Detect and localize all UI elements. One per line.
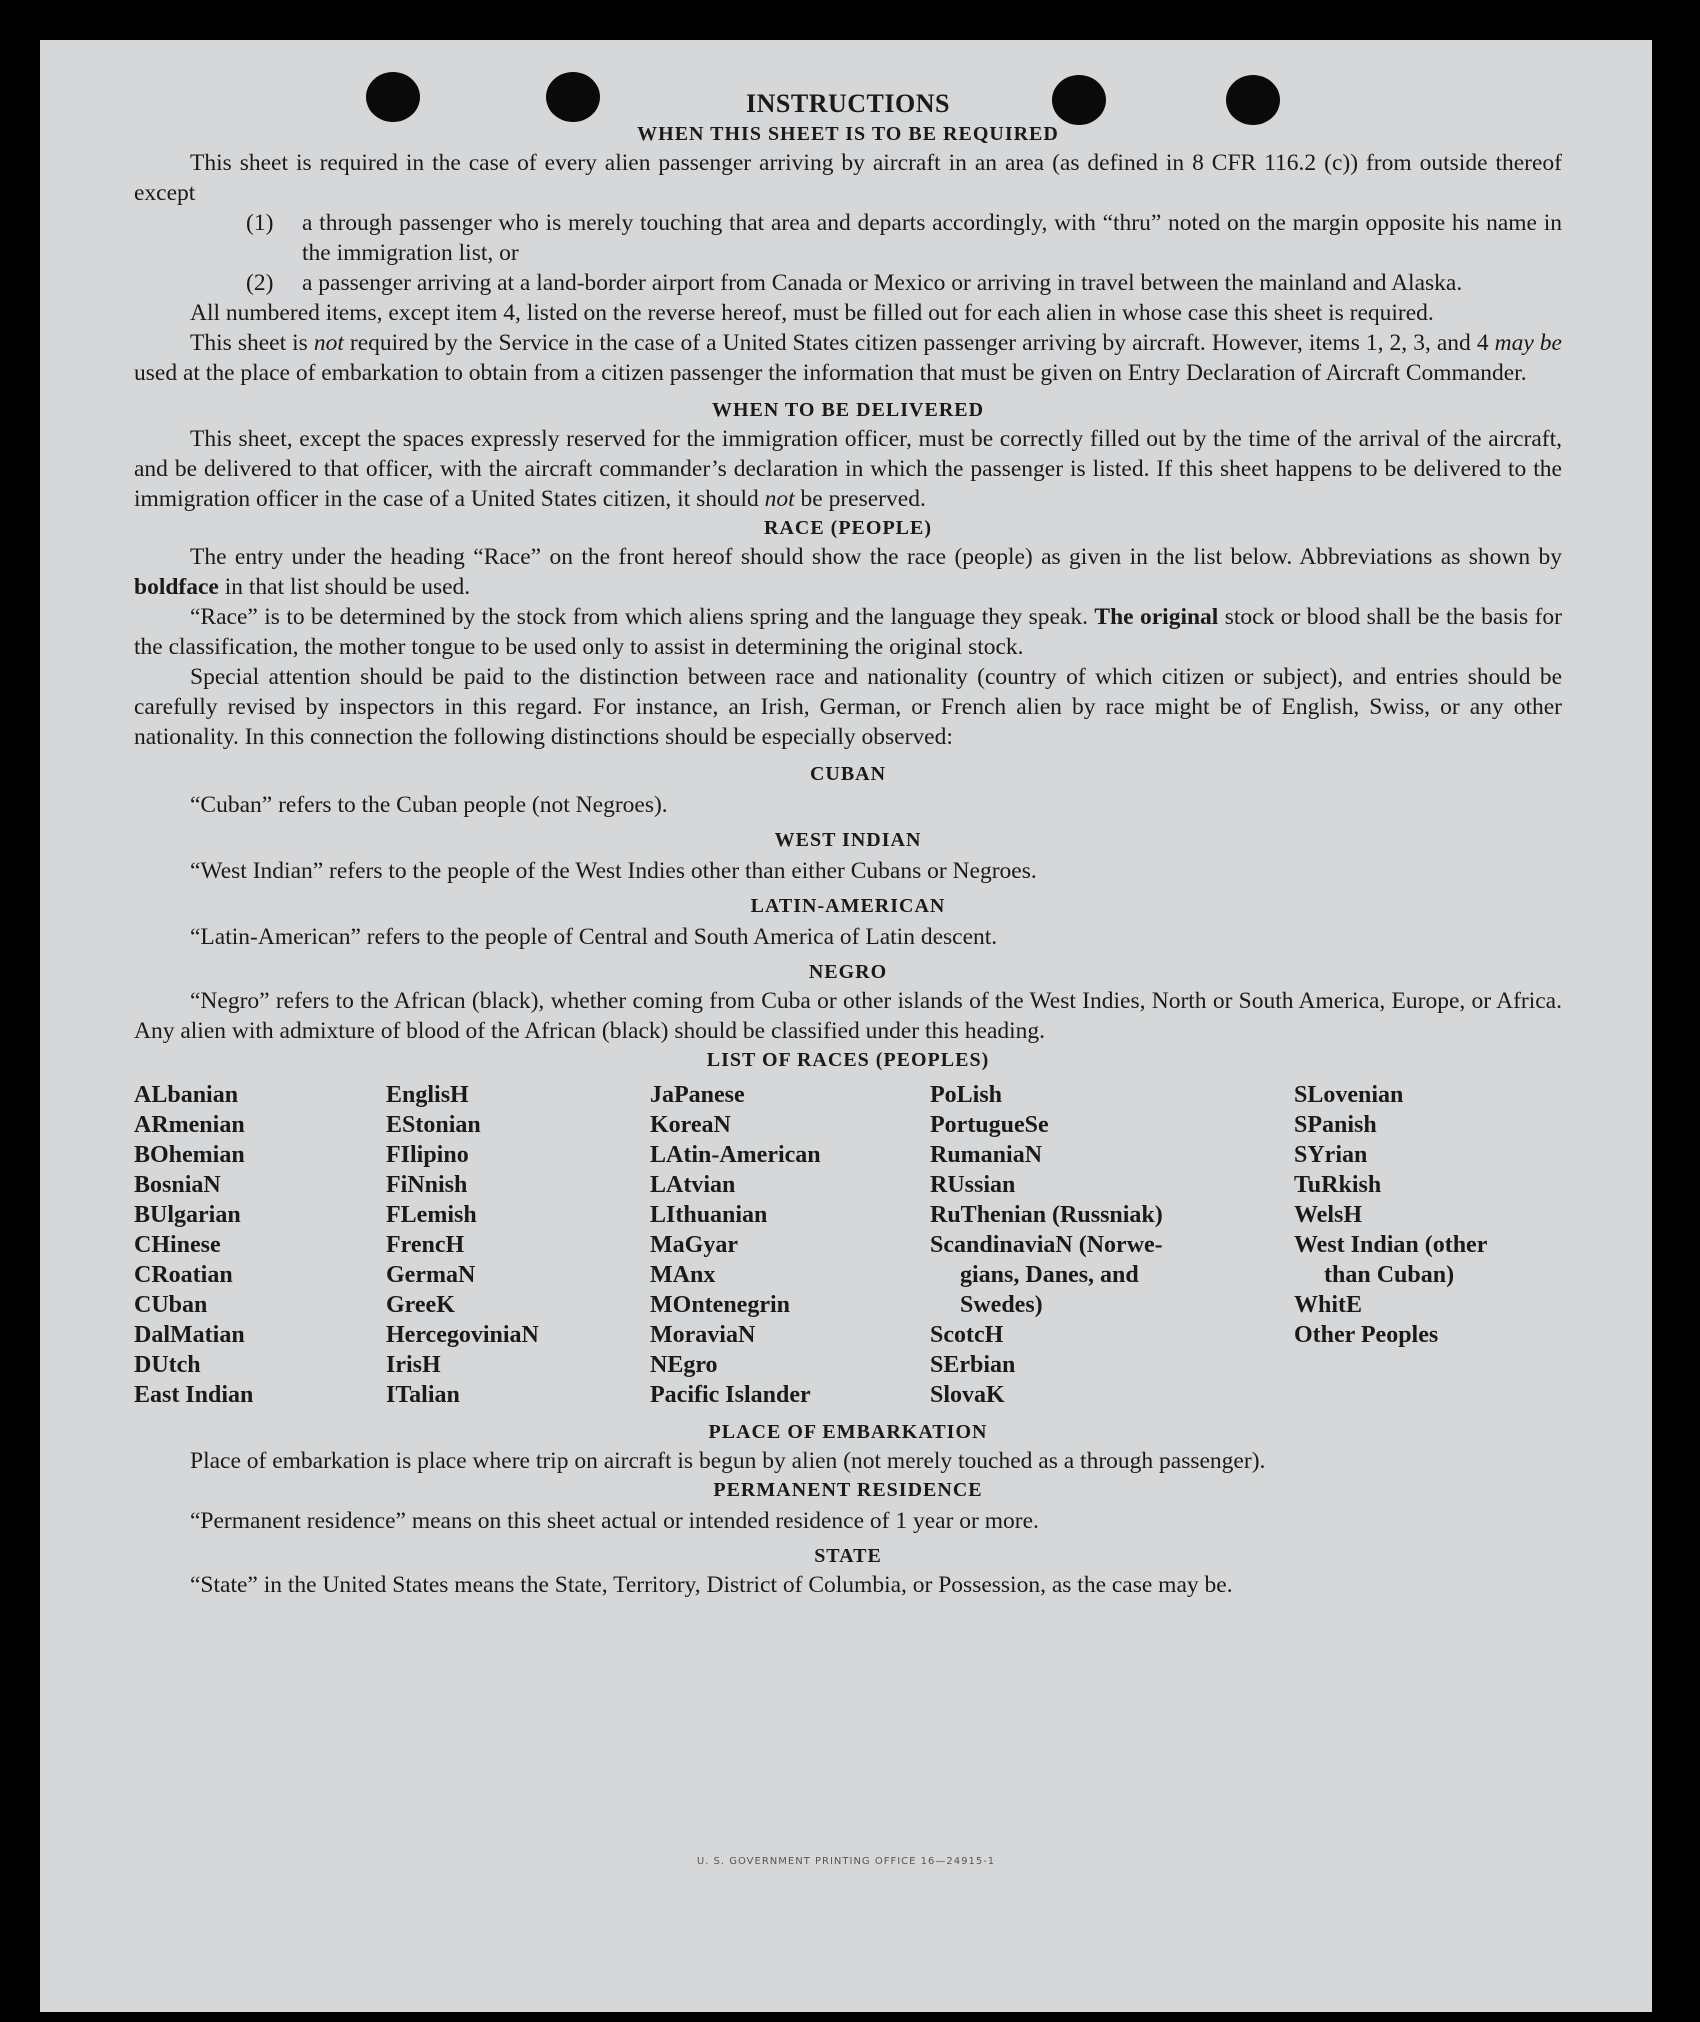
heading-list-of-races: LIST OF RACES (PEOPLES): [706, 1049, 990, 1071]
race-item: LAtvian: [650, 1172, 736, 1198]
race-item: RUssian: [930, 1172, 1016, 1198]
paragraph-cuban: “Cuban” refers to the Cuban people (not Negroes).: [190, 792, 668, 818]
race-item: MAnx: [650, 1262, 716, 1288]
paragraph-required: This sheet is required in the case of every alien passenger arriving by aircraft in an area (as defined in 8 CFR 116.2 (c)) from outside thereof except: [134, 150, 1562, 206]
race-item: GreeK: [386, 1292, 455, 1318]
paragraph-residence: “Permanent residence” means on this sheet actual or intended residence of 1 year or more.: [190, 1508, 1039, 1534]
race-item: RumaniaN: [930, 1142, 1043, 1168]
race-item: SlovaK: [930, 1382, 1005, 1408]
document-sheet: [40, 40, 1652, 2012]
race-item: MaGyar: [650, 1232, 738, 1258]
exception-text: a passenger arriving at a land-border airport from Canada or Mexico or arriving in travel between the mainland and Alaska.: [302, 270, 1463, 296]
race-item: TuRkish: [1294, 1172, 1382, 1198]
emphasis-not: not: [764, 486, 795, 512]
heading-latin-american: LATIN-AMERICAN: [750, 895, 946, 917]
race-item: FrencH: [386, 1232, 465, 1258]
race-item: ITalian: [386, 1382, 460, 1408]
text: required by the Service in the case of a United States citizen passenger arriving by aircraft. However, items 1, 2, 3, and 4: [343, 330, 1495, 356]
race-item: KoreaN: [650, 1112, 731, 1138]
bold-boldface: boldface: [134, 574, 219, 600]
race-item: PoLish: [930, 1082, 1003, 1108]
exception-number: (1): [246, 210, 274, 236]
document-body: [134, 88, 1562, 1600]
races-column-5: [1294, 1080, 1562, 1410]
text: This sheet is: [190, 330, 314, 356]
races-column-2: [386, 1080, 650, 1410]
race-item: Other Peoples: [1294, 1322, 1439, 1348]
race-line: than Cuban): [1324, 1262, 1455, 1288]
race-item: ARmenian: [134, 1112, 245, 1138]
race-item: BUlgarian: [134, 1202, 241, 1228]
races-column-3: [650, 1080, 930, 1410]
race-item: LIthuanian: [650, 1202, 768, 1228]
text: be preserved.: [794, 486, 926, 512]
heading-cuban: CUBAN: [809, 763, 887, 785]
exception-text: a through passenger who is merely touching that area and departs accordingly, with “thru” noted on the margin opposite his name in the immigration list, or: [302, 210, 1562, 266]
race-item: SYrian: [1294, 1142, 1368, 1168]
emphasis-may-be: may be: [1494, 330, 1562, 356]
paragraph-delivered: [134, 424, 1562, 514]
race-item: LAtin-American: [650, 1142, 821, 1168]
exception-item-1: [134, 208, 1562, 268]
race-item: BOhemian: [134, 1142, 245, 1168]
race-item: SLovenian: [1294, 1082, 1404, 1108]
text: This sheet, except the spaces expressly reserved for the immigration officer, must be correctly filled out by the time of the arrival of the aircraft, and be delivered to that officer, with the aircraft commander’s declaration in which the passenger is listed. If this sheet happens to be delivered to the immigration officer in the case of a United States citizen, it should: [134, 426, 1562, 512]
paragraph-negro: “Negro” refers to the African (black), whether coming from Cuba or other islands of the West Indies, North or South America, Europe, or Africa. Any alien with admixture of blood of the African (black) should be classified under this heading.: [134, 988, 1562, 1044]
race-line: West Indian (other: [1294, 1232, 1488, 1258]
exception-number: (2): [246, 270, 274, 296]
heading-when-required: WHEN THIS SHEET IS TO BE REQUIRED: [637, 123, 1059, 145]
heading-negro: NEGRO: [808, 961, 888, 983]
race-item: GermaN: [386, 1262, 476, 1288]
race-item: FLemish: [386, 1202, 477, 1228]
race-item: Pacific Islander: [650, 1382, 811, 1408]
heading-state: STATE: [814, 1545, 882, 1567]
heading-race: RACE (PEOPLE): [764, 517, 932, 539]
paragraph-numbered-items: All numbered items, except item 4, listed on the reverse hereof, must be filled out for each alien in whose case this sheet is required.: [190, 300, 1434, 326]
race-item: SErbian: [930, 1352, 1016, 1378]
race-item: JaPanese: [650, 1082, 745, 1108]
paragraph-race-definition: [134, 602, 1562, 662]
race-item: IrisH: [386, 1352, 441, 1378]
race-item: DUtch: [134, 1352, 201, 1378]
text: “Race” is to be determined by the stock from which aliens spring and the language they speak.: [190, 604, 1095, 630]
race-line: ScandinaviaN (Norwe-: [930, 1232, 1163, 1258]
race-item: FIlipino: [386, 1142, 469, 1168]
race-item: ALbanian: [134, 1082, 239, 1108]
text: used at the place of embarkation to obtain from a citizen passenger the information that must be given on Entry Declaration of Aircraft Commander.: [134, 360, 1527, 386]
paragraph-west-indian: “West Indian” refers to the people of the West Indies other than either Cubans or Negroes.: [190, 858, 1037, 884]
race-item: SPanish: [1294, 1112, 1377, 1138]
race-item: PortugueSe: [930, 1112, 1049, 1138]
race-item: MoraviaN: [650, 1322, 756, 1348]
race-item: CUban: [134, 1292, 208, 1318]
text: The entry under the heading “Race” on the front hereof should show the race (people) as given in the list below. Abbreviations as shown by: [190, 544, 1562, 570]
page-title: INSTRUCTIONS: [746, 89, 950, 118]
printer-imprint: U. S. GOVERNMENT PRINTING OFFICE 16—24915-1: [696, 1856, 996, 1867]
text: in that list should be used.: [218, 574, 471, 600]
race-item: HercegoviniaN: [386, 1322, 539, 1348]
race-item: RuThenian (Russniak): [930, 1202, 1163, 1228]
text: stock or blood shall be the basis for the classification, the mother tongue to be used only to assist in determining the original stock.: [134, 604, 1562, 660]
paragraph-race-nationality: Special attention should be paid to the distinction between race and nationality (country of which citizen or subject), and entries should be carefully revised by inspectors in this regard. For instance, an Irish, German, or French alien by race might be of English, Swiss, or any other nationality. In this connection the following distinctions should be especially observed:: [134, 664, 1562, 750]
emphasis-not: not: [313, 330, 344, 356]
heading-permanent-residence: PERMANENT RESIDENCE: [713, 1479, 983, 1501]
paragraph-race-entry: [134, 542, 1562, 602]
exception-item-2: [134, 268, 1562, 298]
race-item: EnglisH: [386, 1082, 469, 1108]
race-item: CHinese: [134, 1232, 221, 1258]
heading-when-delivered: WHEN TO BE DELIVERED: [711, 399, 985, 421]
race-item-west-indian: [1294, 1230, 1562, 1290]
races-column-4: [930, 1080, 1290, 1410]
race-item: WelsH: [1294, 1202, 1363, 1228]
races-list: [134, 1080, 1562, 1410]
heading-place-of-embarkation: PLACE OF EMBARKATION: [708, 1421, 988, 1443]
paragraph-embarkation: Place of embarkation is place where trip on aircraft is begun by alien (not merely touched as a through passenger).: [190, 1448, 1266, 1474]
races-column-1: [134, 1080, 386, 1410]
bold-original: The original: [1094, 604, 1219, 630]
race-item: FiNnish: [386, 1172, 468, 1198]
race-item: MOntenegrin: [650, 1292, 790, 1318]
paragraph-latin-american: “Latin-American” refers to the people of Central and South America of Latin descent.: [190, 924, 998, 950]
race-item: DalMatian: [134, 1322, 245, 1348]
race-item: WhitE: [1294, 1292, 1363, 1318]
race-item-scandinavian: [930, 1230, 1290, 1320]
race-line: Swedes): [960, 1292, 1043, 1318]
heading-west-indian: WEST INDIAN: [774, 829, 922, 851]
race-line: gians, Danes, and: [960, 1262, 1139, 1288]
race-item: CRoatian: [134, 1262, 233, 1288]
race-item: East Indian: [134, 1382, 254, 1408]
race-item: EStonian: [386, 1112, 481, 1138]
race-item: ScotcH: [930, 1322, 1004, 1348]
race-item: BosniaN: [134, 1172, 221, 1198]
paragraph-state: “State” in the United States means the State, Territory, District of Columbia, or Possession, as the case may be.: [190, 1572, 1233, 1598]
paragraph-citizen: [134, 328, 1562, 388]
race-item: NEgro: [650, 1352, 718, 1378]
